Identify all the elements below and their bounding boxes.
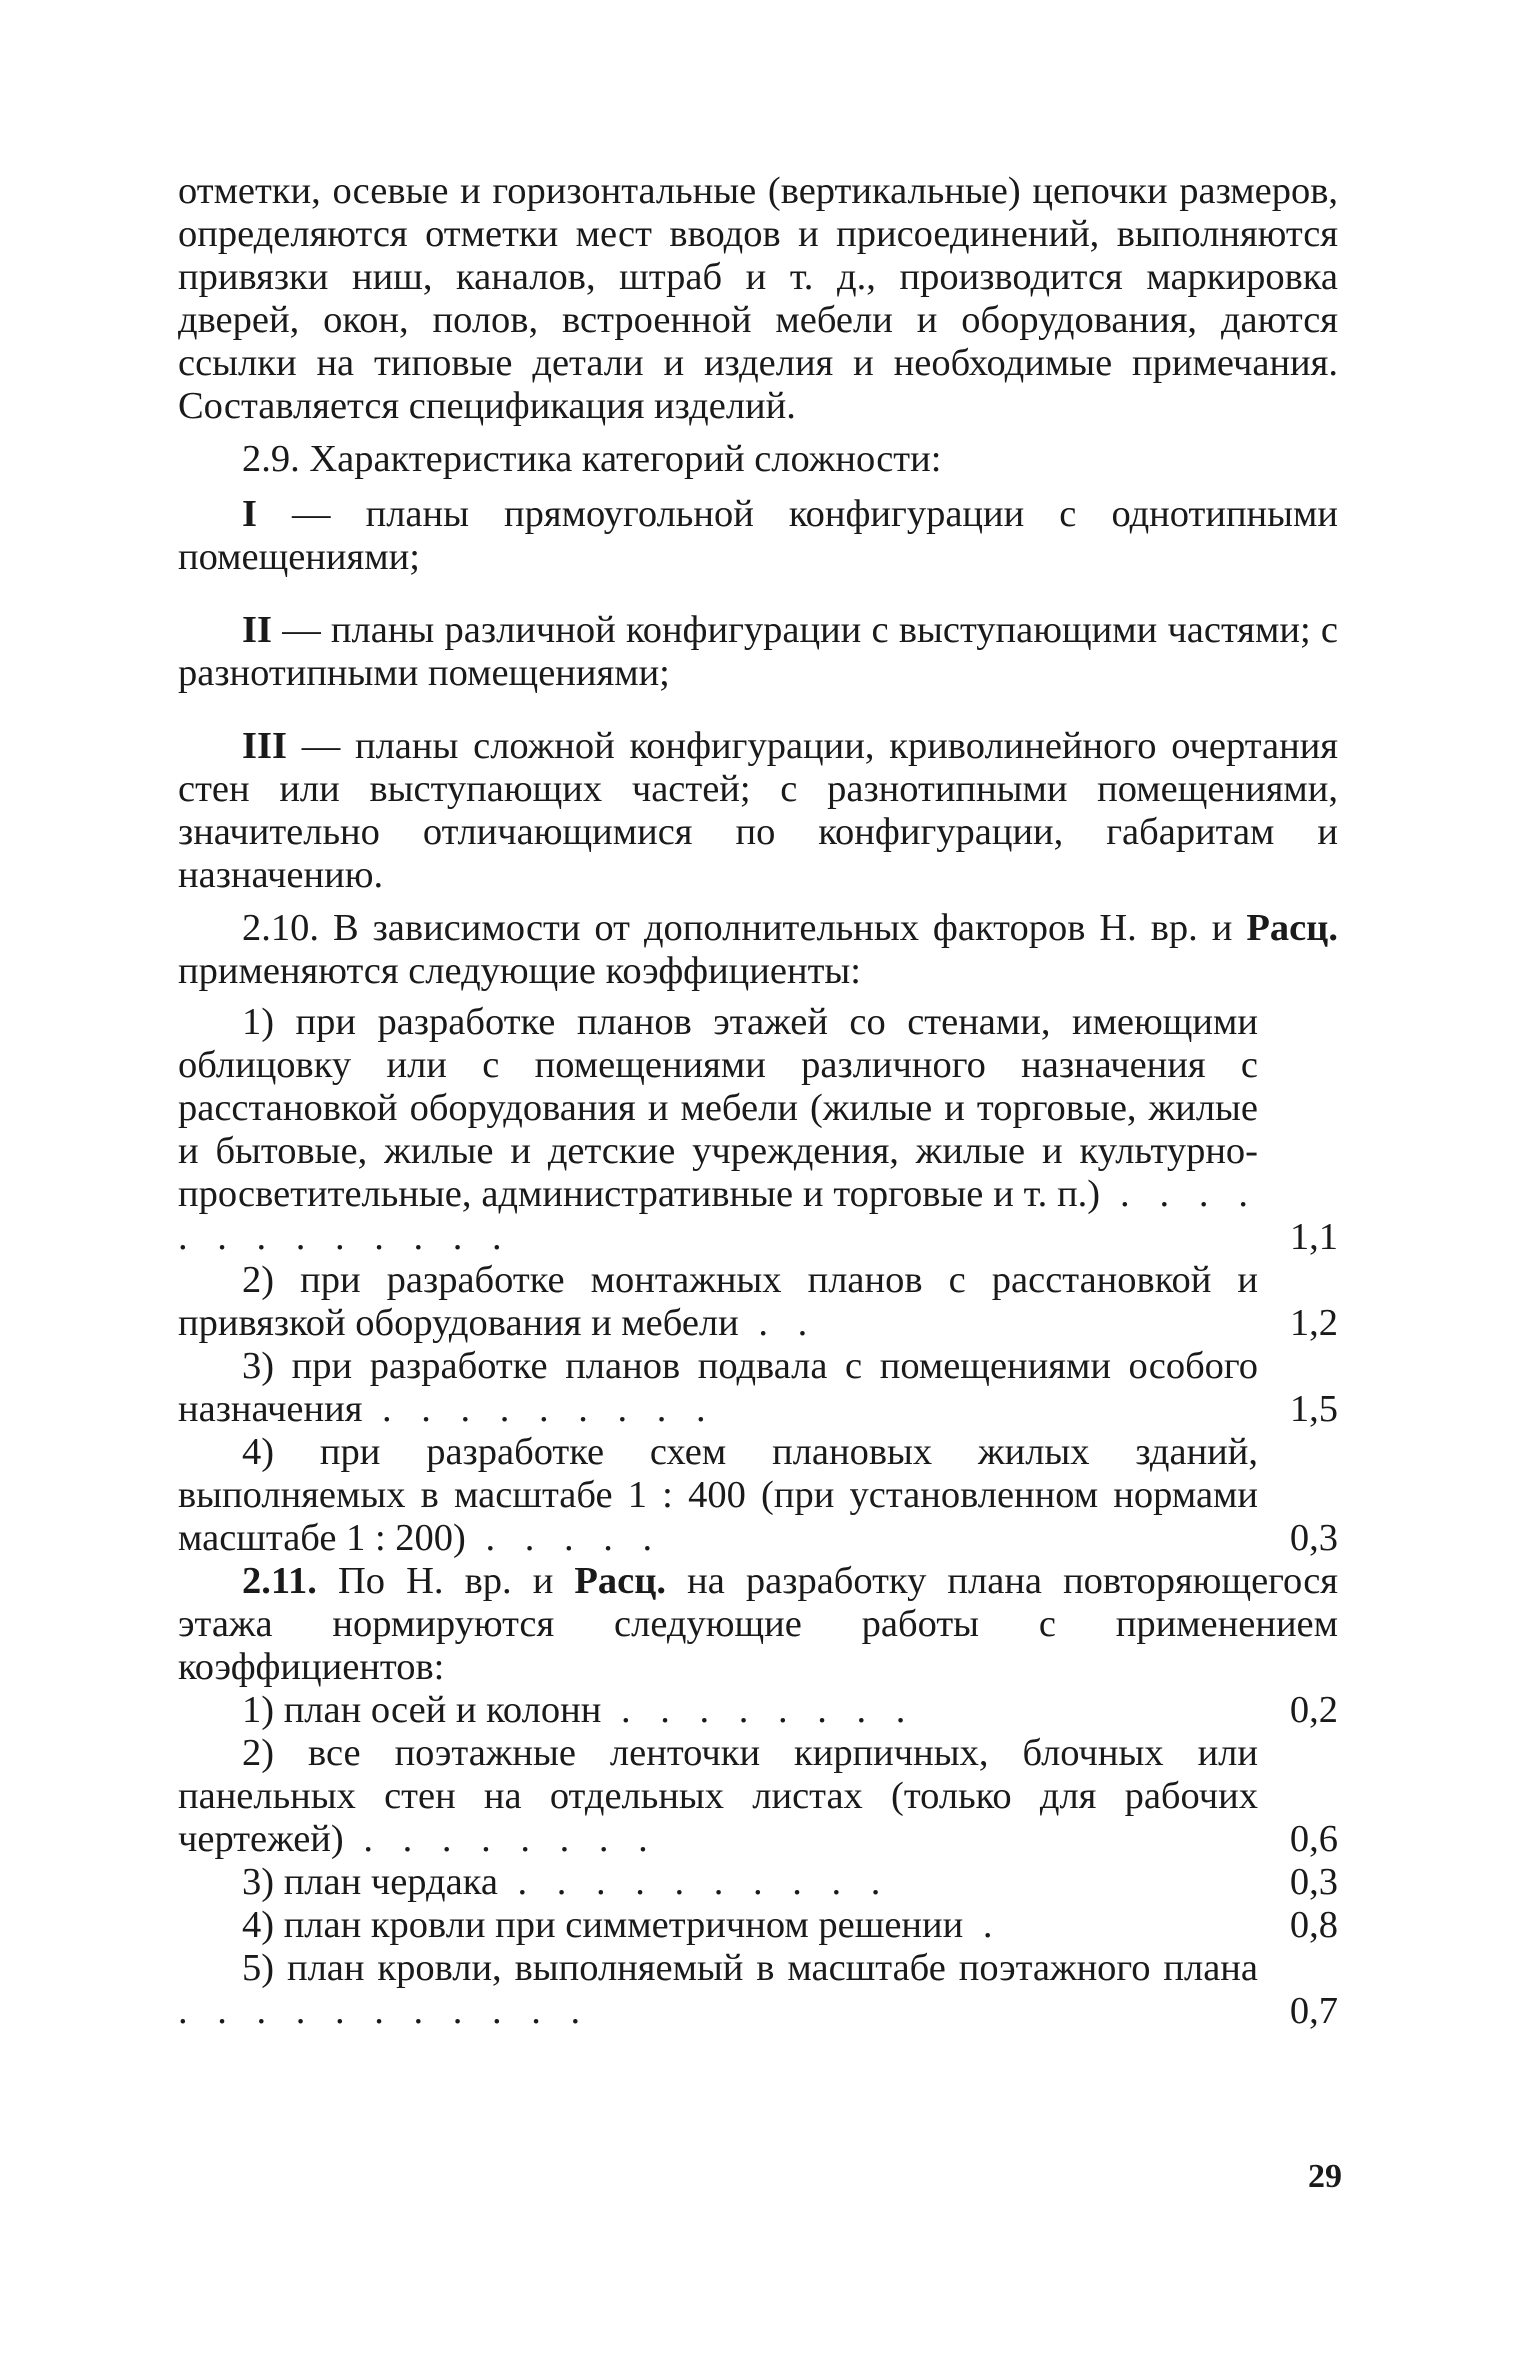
- section-2-10: [178, 907, 1338, 993]
- coef-item-2: [178, 1259, 1338, 1345]
- leader-dots: . . . . . . . . .: [362, 1388, 716, 1430]
- coef-value: 1,2: [1289, 1302, 1338, 1344]
- category-text: — планы различной конфигурации с выступающими частями; с разнотипными помещениями;: [178, 609, 1338, 694]
- work-text: 2) все поэтажные ленточки кирпичных, блочных или панельных стен на отдельных листах (только для рабочих чертежей): [178, 1732, 1258, 1860]
- section-text: По Н. вр. и: [316, 1560, 575, 1602]
- work-value: 0,8: [1289, 1904, 1338, 1946]
- leader-dots: . . . . . . . . . . .: [178, 1990, 591, 2032]
- category-text: — планы прямоугольной конфигурации с однотипными помещениями;: [178, 493, 1338, 578]
- text-column: [178, 170, 1338, 2033]
- work-text: 3) план чердака: [242, 1861, 498, 1903]
- section-text: Характеристика категорий сложности:: [309, 438, 942, 480]
- section-number: 2.9.: [242, 438, 300, 480]
- section-text-end: применяются следующие коэффициенты:: [178, 950, 861, 992]
- section-2-11: [178, 1560, 1338, 1689]
- work-item-5: [178, 1947, 1338, 2033]
- work-item-4: [178, 1904, 1338, 1947]
- work-value: 0,2: [1289, 1689, 1338, 1731]
- work-value: 0,6: [1289, 1818, 1338, 1860]
- category-1: [178, 493, 1338, 579]
- leader-dots: . .: [738, 1302, 818, 1344]
- page-number: 29: [1308, 2158, 1342, 2195]
- category-numeral: I: [242, 493, 257, 535]
- work-item-2: [178, 1732, 1338, 1861]
- rates-abbr: Расц.: [574, 1560, 667, 1602]
- category-numeral: II: [242, 609, 272, 651]
- coef-item-4: [178, 1431, 1338, 1560]
- section-number: 2.11.: [242, 1560, 317, 1602]
- coef-item-3: [178, 1345, 1338, 1431]
- coef-text: 4) при разработке схем плановых жилых зданий, выполняемых в масштабе 1 : 400 (при установленном нормами масштабе 1 : 200): [178, 1431, 1258, 1559]
- leader-dots: .: [963, 1904, 1003, 1946]
- section-2-9: [178, 438, 1338, 481]
- coef-text: 3) при разработке планов подвала с помещениями особого назначения: [178, 1345, 1258, 1430]
- work-text: 4) план кровли при симметричном решении: [242, 1904, 964, 1946]
- coef-text: 2) при разработке монтажных планов с расстановкой и привязкой оборудования и мебели: [178, 1259, 1258, 1344]
- leader-dots: . . . . . . . . . .: [497, 1861, 891, 1903]
- work-item-1: [178, 1689, 1338, 1732]
- category-3: [178, 725, 1338, 897]
- rates-abbr: Расц.: [1246, 907, 1338, 949]
- section-text: В зависимости от дополнительных факторов Н. вр. и: [319, 907, 1247, 949]
- coef-value: 1,5: [1289, 1388, 1338, 1430]
- leader-dots: . . . . .: [465, 1517, 663, 1559]
- work-item-3: [178, 1861, 1338, 1904]
- work-text: 5) план кровли, выполняемый в масштабе поэтажного плана: [242, 1947, 1258, 1989]
- category-text: — планы сложной конфигурации, криволинейного очертания стен или выступающих частей; с разнотипными помещениями, значительно отличающимися по конфигурации, габаритам и назначению.: [178, 725, 1338, 896]
- work-text: 1) план осей и колонн: [242, 1689, 602, 1731]
- coef-value: 1,1: [1289, 1216, 1338, 1258]
- coef-text: 1) при разработке планов этажей со стенами, имеющими облицовку или с помещениями различного назначения с расстановкой оборудования и мебели (жилые и торговые, жилые и бытовые, жилые и детские учреждения, жилые и культурно-просветительные, административные и торговые и т. п.): [178, 1001, 1258, 1215]
- coef-value: 0,3: [1289, 1517, 1338, 1559]
- leader-dots: . . . . . . . .: [343, 1818, 658, 1860]
- category-2: [178, 609, 1338, 695]
- category-numeral: III: [242, 725, 287, 767]
- leader-dots: . . . . . . . . . . . . .: [178, 1173, 1259, 1258]
- leader-dots: . . . . . . . .: [601, 1689, 916, 1731]
- section-text-end: на разработку плана повторяющегося этажа нормируются следующие работы с применением коэффициентов:: [178, 1560, 1339, 1688]
- section-number: 2.10.: [242, 907, 319, 949]
- intro-paragraph: отметки, осевые и горизонтальные (вертикальные) цепочки размеров, определяются отметки мест вводов и присоединений, выполняются привязки ниш, каналов, штраб и т. д., производится маркировка дверей, окон, полов, встроенной мебели и оборудования, даются ссылки на типовые детали и изделия и необходимые примечания. Составляется спецификация изделий.: [178, 170, 1338, 427]
- work-value: 0,7: [1289, 1990, 1338, 2032]
- work-value: 0,3: [1289, 1861, 1338, 1903]
- coef-item-1: [178, 1001, 1338, 1259]
